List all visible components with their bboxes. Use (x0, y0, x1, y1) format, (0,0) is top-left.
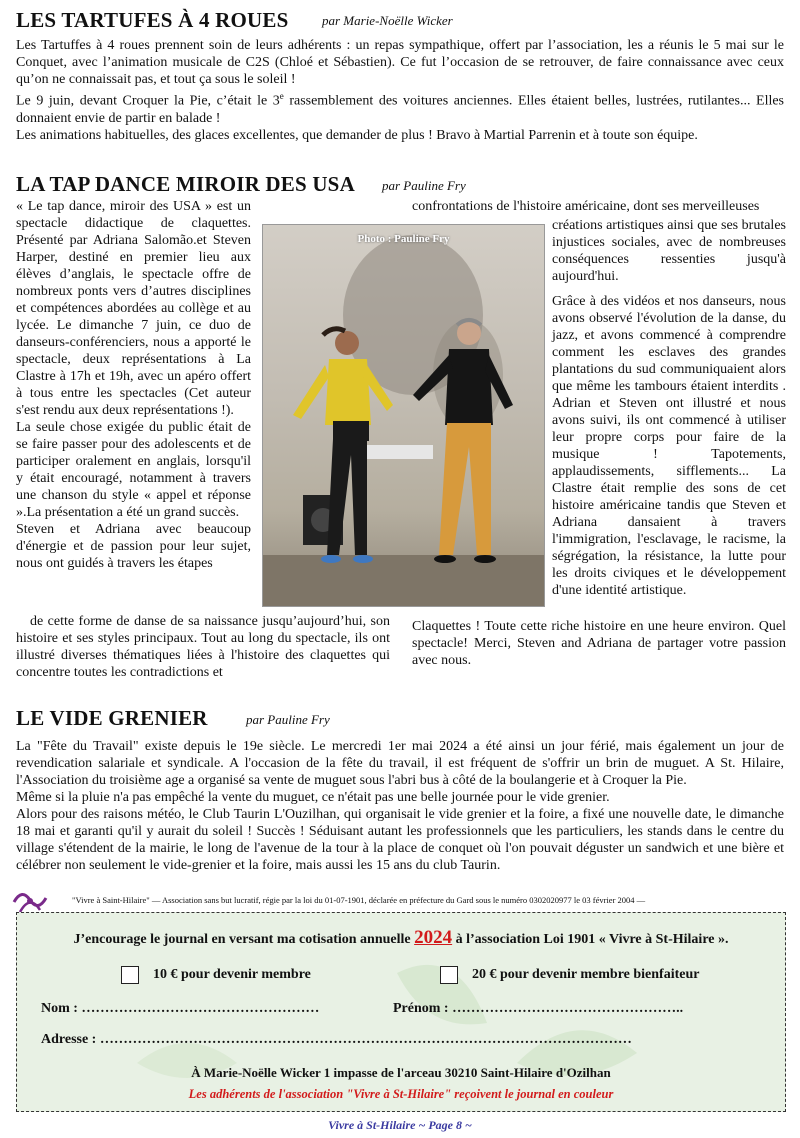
paragraph: de cette forme de danse de sa naissance jusqu’aujourd’hui, son histoire et ses styles principaux. Tout au long du spectacle, ils ont illustré diverses thématiques liées à l'histoire des claquettes qui concentre toutes les contradictions et (16, 614, 390, 680)
paragraph: Steven et Adriana avec beaucoup d'énergie et de passion pour leur sujet, nous ont guidés à travers les étapes (16, 522, 251, 571)
dancers-illustration (263, 225, 545, 607)
paragraph: Alors pour des raisons météo, le Club Taurin L'Ouzilhan, qui organisait le vide grenier et la foire, a fixé une nouvelle date, le dimanche 18 mai et garanti qu'il y aurait du soleil ! Succès ! Séduisant autant les professionnels que les particuliers, les stands dans le centre du village s'étendent de la mairie, le long de l'avenue de la tour à la place de conquet où l'on pouvait déguster un sandwich et une bière et célébrer non seulement le vide-grenier et la foire, mais aussi les 15 ans du club Taurin. (16, 807, 784, 873)
paragraph: Les animations habituelles, des glaces excellentes, que demander de plus ! Bravo à Martial Parrenin et à toute son équipe. (16, 127, 698, 143)
article-column-right-top (412, 198, 786, 215)
paragraph: La "Fête du Travail" existe depuis le 19e siècle. Le mercredi 1er mai 2024 a été ainsi un jour férié, mais également un jour de revendication salariale et syndicale. A l'occasion de la fête du travail, il est fréquent de s'offrir un brin de muguet. A St. Hilaire, l'Association du troisième age a organisé sa vente de muguet sous l'abri bus à côté de la boulangerie et à Croquer la Pie. (16, 739, 784, 788)
color-edition-note: Les adhérents de l'association "Vivre à St-Hilaire" reçoivent le journal en couleur (188, 1087, 614, 1101)
paragraph: Grâce à des vidéos et nos danseurs, nous avons observé l'évolution de la danse, du jazz, et avons commencé à comprendre comment les esclaves des grandes plantations du sud communiquaient alors que même les tambours étaient interdits . Adrian et Steven ont illustré et nous avons suivi, ils ont commencé à utiliser leur propre corps pour faire de la musique ! Tapotements, applaudissements, sifflements... La Clastre était remplie des sons de cet histoire américaine tandis que Steven et Adriana dansaient à travers l'immigration, l'esclavage, le racisme, la ségrégation, la résistance, la lutte pour les droits civiques et le développement d'une identité artistique. (552, 294, 786, 598)
checkbox[interactable] (440, 966, 458, 984)
byline-tartufes: par Marie-Noëlle Wicker (322, 13, 453, 28)
article-column-left-continued (16, 613, 390, 681)
section-title-tartufes: LES TARTUFES À 4 ROUES (16, 8, 289, 32)
byline-tap-dance: par Pauline Fry (382, 178, 466, 193)
option-member[interactable]: 10 € pour devenir membre (121, 966, 311, 984)
article-vide-grenier (16, 738, 784, 874)
adresse-field[interactable]: Adresse : …………………………………………………………………………………………………… (41, 1032, 632, 1047)
prenom-field[interactable]: Prénom : ………………………………………….. (393, 1001, 684, 1016)
paragraph: créations artistiques ainsi que ses brutales injustices sociales, avec de nombreuses conséquences ressenties jusqu'à aujourd'hui. (552, 218, 786, 284)
article-column-right-bottom (412, 618, 786, 669)
paragraph: « Le tap dance, miroir des USA » est un spectacle didactique de claquettes. Présenté par Adriana Salomão.et Steven Harper, destiné en premier lieu aux élèves d’anglais, le spectacle offre de nombreux ponts vers d’autres disciplines et compétences abordées au collège et au lycée. Le dimanche 7 juin, ce duo de danseurs-conférenciers, nous a apporté le spectacle, deux représentations à La Clastre à 17h et 19h, avec un apéro offert à tous entre les spectacles (Cet auteur s'est rendu aux deux représentations !). (16, 199, 251, 418)
section-title-tap-dance: LA TAP DANCE MIROIR DES USA (16, 172, 355, 196)
nom-field[interactable]: Nom : …………………………………………… (41, 1001, 320, 1016)
paragraph: Le 9 juin, devant Croquer la Pie, c’était le 3e rassemblement des voitures anciennes. Elles étaient belles, lustrées, rutilantes... Elles donnaient envie de partir en balade ! (16, 91, 785, 126)
page-footer: Vivre à St-Hilaire ~ Page 8 ~ (328, 1118, 472, 1132)
legal-notice: "Vivre à Saint-Hilaire" — Association sans but lucratif, régie par la loi du 01-07-1901, déclarée en préfecture du Gard sous le numéro 0302020977 le 03 février 2004 — (72, 895, 646, 905)
article-column-right (552, 293, 786, 599)
article-tartufes (16, 37, 784, 144)
paragraph: Les Tartuffes à 4 roues prennent soin de leurs adhérents : un repas sympathique, offert par l’association, les a réunis le 5 mai sur le Conquet, avec l’animation musicale de C2S (Chloé et Sébastien). Ce fut l’occasion de se retrouver, de faire connaissance avec ceux qu’on ne connaissait pas, et tout ça sous le soleil ! (16, 38, 784, 87)
paragraph: Claquettes ! Toute cette riche histoire en une heure environ. Quel spectacle! Merci, Steven and Adriana de partager votre passion avec nous. (412, 619, 786, 668)
paragraph: La seule chose exigée du public était de se faire passer pour des adolescents et de participer oralement en anglais, lorsqu'il y était encouragé, notamment à travers une chanson du style « appel et réponse ».La présentation a été un grand succès. (16, 420, 251, 520)
subscription-form (16, 912, 786, 1112)
photo-credit: Photo : Pauline Fry (357, 233, 450, 245)
section-title-vide-grenier: LE VIDE GRENIER (16, 706, 208, 730)
byline-vide-grenier: par Pauline Fry (246, 712, 330, 727)
subscription-year: 2024 (414, 927, 453, 948)
subscription-intro: J’encourage le journal en versant ma cotisation annuelle 2024 à l’association Loi 1901 « Vivre à St-Hilaire ». (73, 927, 729, 948)
dancers-photo (262, 224, 545, 607)
article-column-right (552, 217, 786, 285)
paragraph: Même si la pluie n'a pas empêché la vente du muguet, ce n'était pas une belle journée pour le vide grenier. (16, 790, 610, 805)
option-benefactor[interactable]: 20 € pour devenir membre bienfaiteur (440, 966, 700, 984)
paragraph: confrontations de l'histoire américaine, dont ses merveilleuses (412, 199, 760, 214)
mailing-address: À Marie-Noëlle Wicker 1 impasse de l'arceau 30210 Saint-Hilaire d'Ozilhan (191, 1065, 611, 1080)
checkbox[interactable] (121, 966, 139, 984)
